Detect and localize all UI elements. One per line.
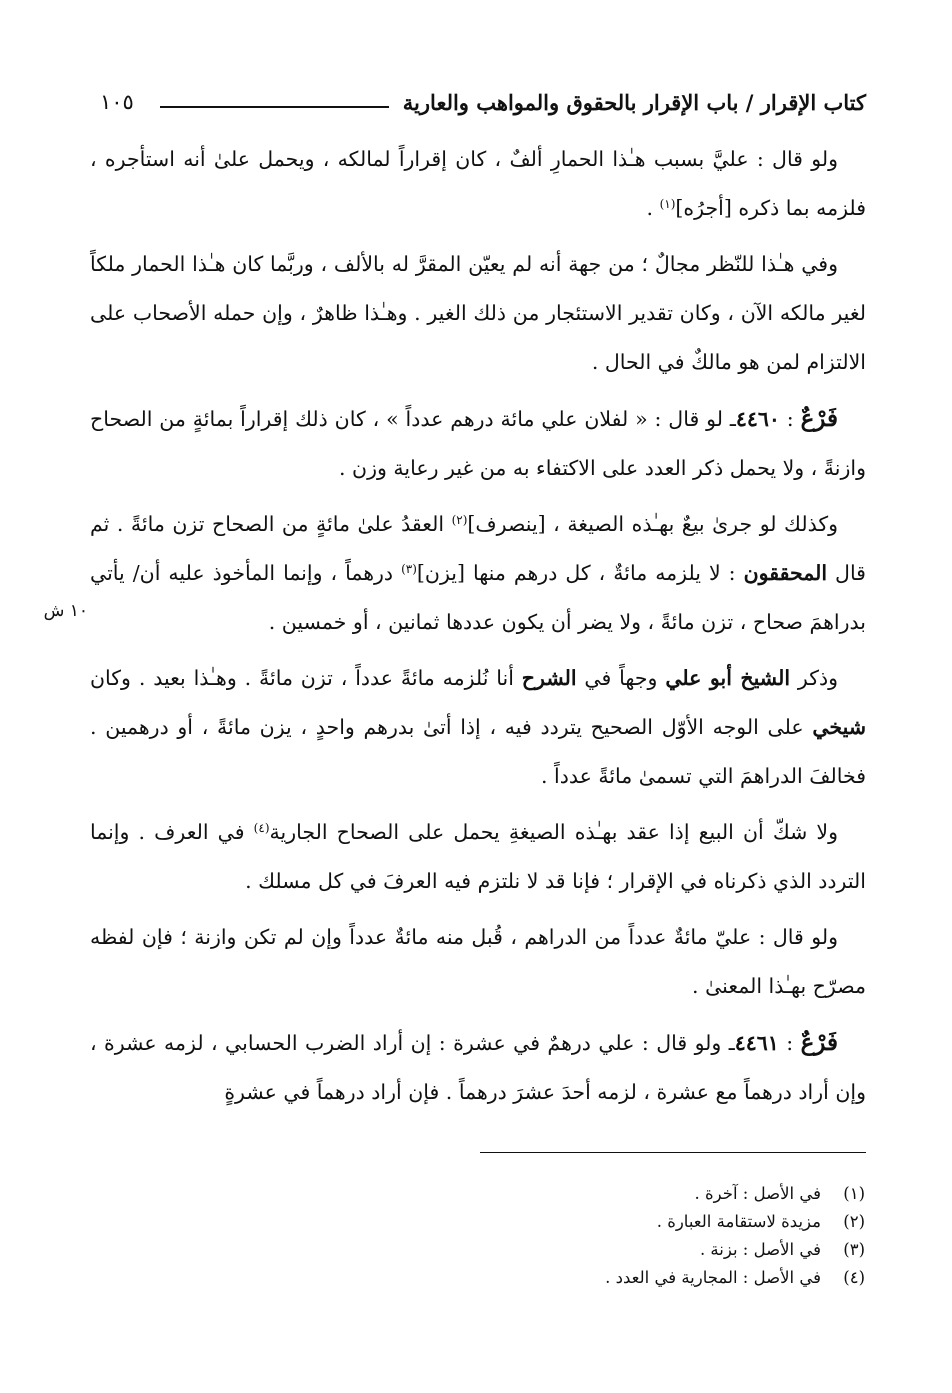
footnote-text: في الأصل : بزنة . (699, 1240, 821, 1259)
issue-number: ٤٤٦٠ (735, 407, 780, 431)
running-header (100, 82, 866, 122)
paragraph-5: وذكر الشيخ أبو علي وجهاً في الشرح أنا نُلزمه مائةً عدداً ، تزن مائةً . وهـٰذا بعيد . وكان شيخي على الوجه الأوّل الصحيح يتردد فيه ، إذا أتىٰ بدرهم واحدٍ ، يزن مائةً ، أو درهمين . فخالفَ الدراهمَ التي تسمىٰ مائةً عدداً . (90, 666, 866, 788)
footnote-item (300, 1180, 865, 1208)
page-number: ١٠٥ (100, 90, 134, 114)
footnote-text: في الأصل : المجارية في العدد . (605, 1268, 821, 1287)
paragraph-4: وكذلك لو جرىٰ بيعٌ بهـٰذه الصيغة ، [ينصرف]$^{(٢)}$ العقدُ علىٰ مائةٍ من الصحاح تزن مائةً . ثم قال المحققون : لا يلزمه مائةٌ ، كل درهم منها [يزن]$^{(٣)}$ درهماً ، وإنما المأخوذ عليه أن/ يأتي بدراهمَ صحاح ، تزن مائةً ، ولا يضر أن يكون عددها ثمانين ، أو خمسين . (90, 512, 866, 634)
bold-term: الشرح (521, 666, 577, 690)
paragraph-8: فَرْعٌ : ٤٤٦١ـ ولو قال : علي درهمٌ في عشرة : إن أراد الضرب الحسابي ، لزمه عشرة ، وإن أراد درهماً مع عشرة ، لزمه أحدَ عشرَ درهماً . فإن أراد درهماً في عشرةٍ (90, 1029, 866, 1104)
footnote-text: في الأصل : آخرة . (694, 1184, 821, 1203)
paragraph-2: وفي هـٰذا للنّظر مجالٌ ؛ من جهة أنه لم يعيّن المقرَّ له بالألف ، وربَّما كان هـٰذا الحمار ملكاً لغير مالكه الآن ، وكان تقدير الاستئجار من ذلك الغير . وهـٰذا ظاهرٌ ، وإن حمله الأصحاب على الالتزام لمن هو مالكٌ في الحال . (90, 252, 866, 374)
issue-number: ٤٤٦١ (734, 1031, 779, 1055)
footnote-text: مزيدة لاستقامة العبارة . (656, 1212, 821, 1231)
footnote-ref-4: (٤) (253, 821, 270, 835)
footnote-item (300, 1208, 865, 1236)
footnote-number: (٤) (843, 1268, 865, 1287)
bold-term: شيخي (812, 715, 866, 739)
paragraph-3: فَرْعٌ : ٤٤٦٠ـ لو قال : « لفلان علي مائة درهم عدداً » ، كان ذلك إقراراً بمائةٍ من الصحاح وازنةً ، ولا يحمل ذكر العدد على الاكتفاء به من غير رعاية وزن . (90, 405, 866, 480)
footnote-number: (١) (843, 1184, 865, 1203)
footnote-item (300, 1236, 865, 1264)
paragraph-6: ولا شكّ أن البيع إذا عقد بهـٰذه الصيغةِ يحمل على الصحاح الجارية$^{(٤)}$ في العرف . وإنما التردد الذي ذكرناه في الإقرار ؛ فإنا قد لا نلتزم فيه العرفَ في كل مسلك . (90, 820, 866, 893)
header-rule (160, 106, 389, 108)
paragraph-1: ولو قال : عليَّ بسبب هـٰذا الحمارِ ألفٌ ، كان إقراراً لمالكه ، ويحمل علىٰ أنه استأجره ، فلزمه بما ذكره [أجرُه]$^{(١)}$ . (90, 147, 866, 220)
header-title: كتاب الإقرار / باب الإقرار بالحقوق والمواهب والعارية (402, 89, 866, 115)
footnotes (300, 1180, 865, 1292)
margin-note: ١٠ ش (43, 601, 88, 621)
far-label: فَرْعٌ (800, 405, 838, 432)
footnote-ref-1: (١) (659, 197, 676, 211)
paragraph-7: ولو قال : عليّ مائةٌ عدداً من الدراهم ، قُبل منه مائةٌ عدداً وإن لم تكن وازنة ؛ فإن لفظه مصرّح بهـٰذا المعنىٰ . (90, 925, 866, 998)
far-label: فَرْعٌ (800, 1029, 838, 1056)
footnote-item (300, 1264, 865, 1292)
body-text (90, 135, 866, 1124)
footnote-number: (٢) (843, 1212, 865, 1231)
footnote-number: (٣) (843, 1240, 865, 1259)
footnote-ref-3: (٣) (401, 562, 417, 576)
bold-term: المحققون (743, 561, 828, 585)
footnote-ref-2: (٢) (451, 513, 468, 527)
bold-term: الشيخ أبو علي (665, 666, 791, 690)
footnote-divider (480, 1152, 866, 1153)
